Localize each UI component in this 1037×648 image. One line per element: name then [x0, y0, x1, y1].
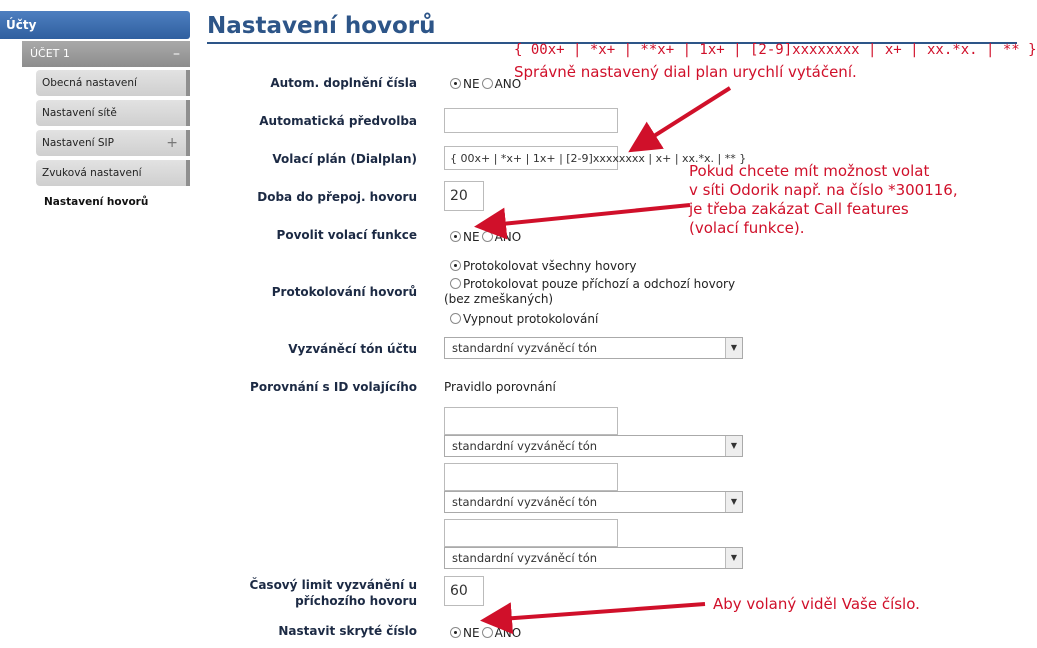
dialplan-input[interactable]: { 00x+ | *x+ | 1x+ | [2-9]xxxxxxxx | x+ | xx.*x. | ** }	[444, 146, 618, 170]
sidebar-item-label: Nastavení sítě	[42, 107, 117, 119]
collapse-icon[interactable]: –	[173, 46, 180, 62]
chevron-down-icon: ▼	[725, 548, 742, 568]
ring-timeout-label-line1: Časový limit vyzvánění u	[249, 578, 417, 592]
features-note-line: Pokud chcete mít možnost volat	[689, 162, 930, 180]
hidden-note-annotation: Aby volaný viděl Vaše číslo.	[713, 595, 920, 613]
chevron-down-icon: ▼	[725, 338, 742, 358]
features-note-line: v síti Odorik např. na číslo *300116,	[689, 181, 958, 199]
radio-label: Vypnout protokolování	[463, 312, 599, 326]
sidebar-item-label: Zvuková nastavení	[42, 167, 142, 179]
features-note-line: (volací funkce).	[689, 219, 805, 237]
rule-header: Pravidlo porovnání	[444, 380, 556, 394]
chevron-down-icon: ▼	[725, 436, 742, 456]
radio-label: ANO	[494, 626, 522, 640]
chevron-down-icon: ▼	[725, 492, 742, 512]
arrow-to-call-features	[482, 205, 690, 226]
radio-label: Protokolovat všechny hovory	[463, 259, 637, 273]
select-value: standardní vyzváněcí tón	[452, 495, 598, 509]
features-note-line: je třeba zakázat Call features	[689, 200, 909, 218]
radio-label: ANO	[494, 230, 522, 244]
dialplan-note-annotation: Správně nastavený dial plan urychlí vytáčení.	[514, 63, 857, 81]
auto-prefix-label: Automatická předvolba	[259, 114, 417, 128]
caller-id-label: Porovnání s ID volajícího	[250, 380, 417, 394]
transfer-time-input[interactable]: 20	[444, 181, 484, 211]
dialplan-label: Volací plán (Dialplan)	[272, 152, 417, 166]
radio-label: NE	[463, 77, 480, 91]
arrow-to-hidden-number	[488, 604, 705, 620]
dialplan-code-annotation: { 00x+ | *x+ | **x+ | 1x+ | [2-9]xxxxxxxx | x+ | xx.*x. | ** }	[514, 42, 1037, 58]
sidebar-item-call-settings[interactable]: Nastavení hovorů	[44, 196, 149, 208]
call-log-label: Protokolování hovorů	[271, 285, 417, 299]
auto-complete-label: Autom. doplnění čísla	[270, 76, 417, 90]
sidebar-item-accounts[interactable]: Účty	[0, 11, 190, 39]
radio-label: ANO	[494, 77, 522, 91]
transfer-time-label: Doba do přepoj. hovoru	[257, 190, 417, 204]
expand-icon[interactable]: +	[166, 135, 178, 151]
sidebar-item-label: ÚČET 1	[30, 47, 70, 60]
hidden-number-label: Nastavit skryté číslo	[278, 624, 417, 638]
radio-label: NE	[463, 626, 480, 640]
ring-timeout-label-line2: příchozího hovoru	[295, 594, 417, 608]
select-value: standardní vyzváněcí tón	[452, 341, 598, 355]
ringtone-label: Vyzváněcí tón účtu	[288, 342, 417, 356]
select-value: standardní vyzváněcí tón	[452, 439, 598, 453]
radio-label: Protokolovat pouze příchozí a odchozí hovory (bez zmeškaných)	[444, 277, 736, 306]
ring-timeout-input[interactable]: 60	[444, 576, 484, 606]
arrow-to-dialplan	[635, 88, 730, 148]
call-features-label: Povolit volací funkce	[276, 228, 417, 242]
page-title: Nastavení hovorů	[207, 13, 436, 39]
radio-label: NE	[463, 230, 480, 244]
select-value: standardní vyzváněcí tón	[452, 551, 598, 565]
sidebar-item-label: Obecná nastavení	[42, 77, 137, 89]
sidebar-item-label: Nastavení SIP	[42, 137, 114, 149]
